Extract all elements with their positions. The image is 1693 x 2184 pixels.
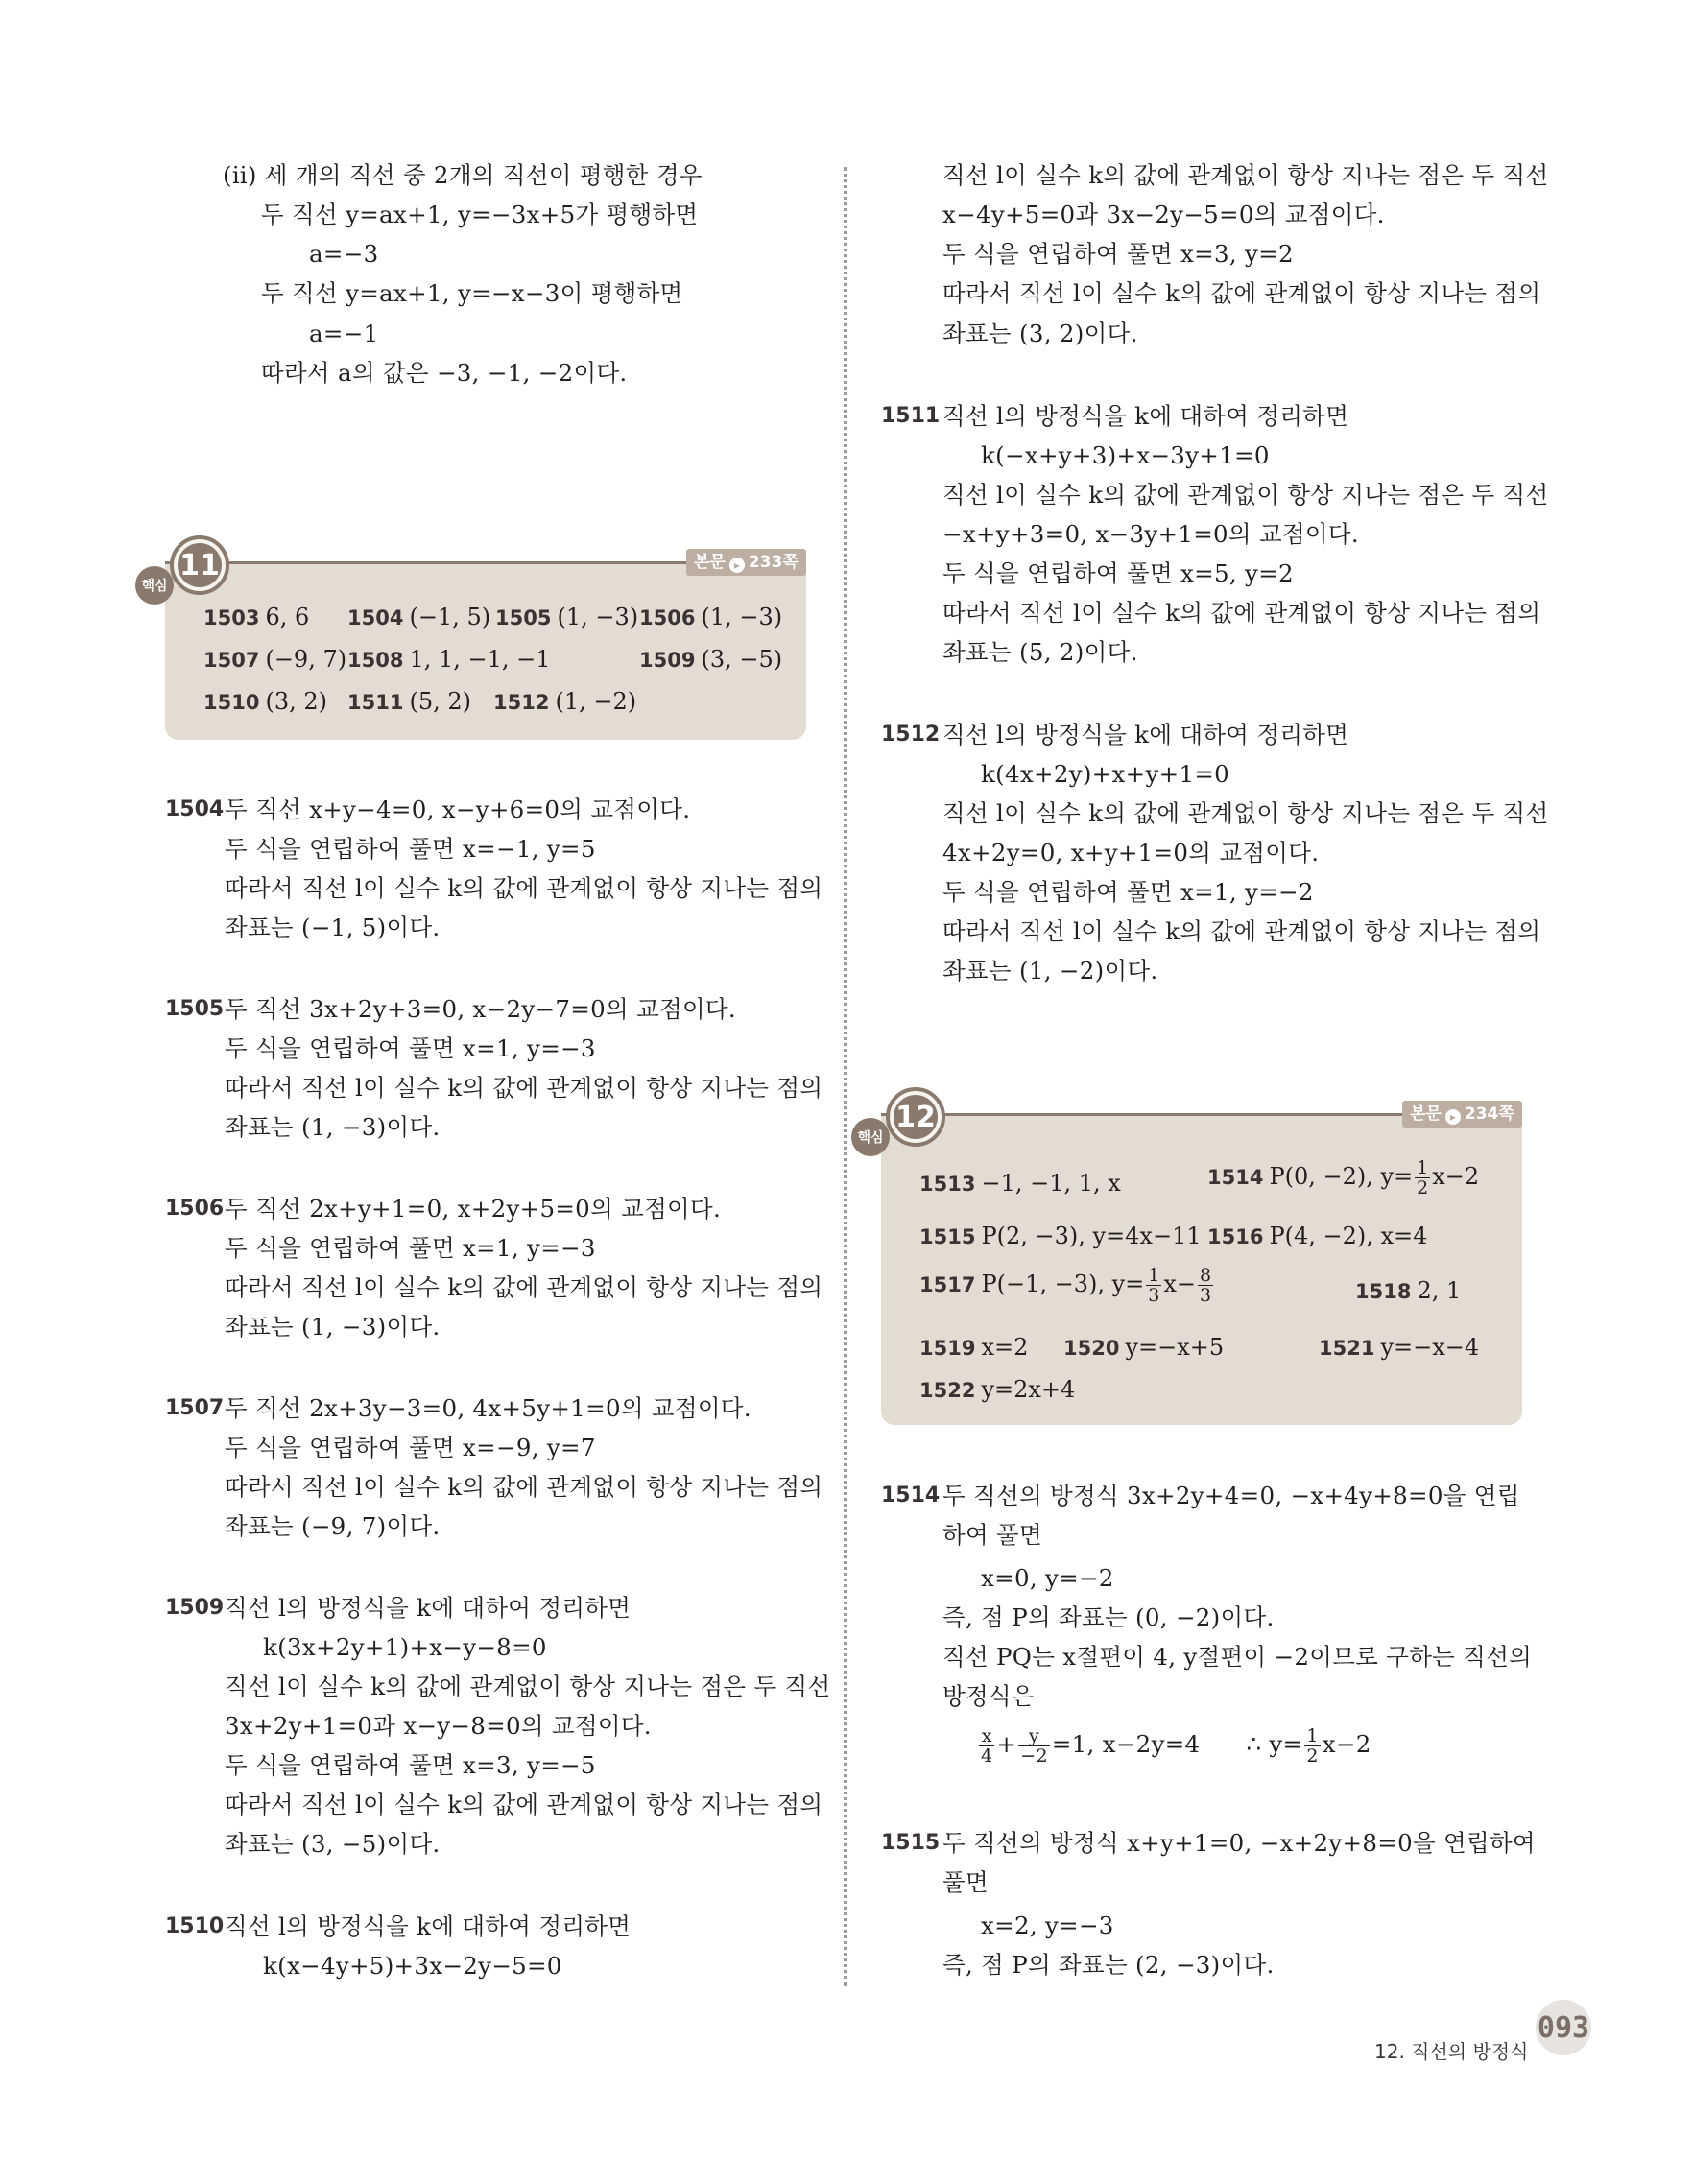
text-line: x−4y+5=0과 3x−2y−5=0의 교점이다. (942, 201, 1385, 228)
text-line: 두 직선 3x+2y+3=0, x−2y−7=0의 교점이다. (225, 995, 736, 1023)
fraction: $\frac{x}{4}$ (981, 1725, 993, 1767)
text-line: 두 식을 연립하여 풀면 x=3, y=−5 (225, 1751, 596, 1779)
text-line: 두 직선의 방정식 3x+2y+4=0, −x+4y+8=0을 연립 (942, 1482, 1520, 1509)
page-number: 093 (1536, 2000, 1591, 2055)
problem-number: 1514 (881, 1484, 941, 1507)
answer-box-11 (165, 561, 806, 740)
core-tag: 핵심 (851, 1118, 890, 1156)
problem-number: 1515 (881, 1831, 941, 1855)
text-line: 직선 l의 방정식을 k에 대하여 정리하면 (942, 721, 1349, 748)
text-line: 따라서 직선 l이 실수 k의 값에 관계없이 항상 지나는 점의 (225, 874, 823, 902)
answer-item: 1512 (1, −2) (493, 688, 637, 715)
answer-item: 1514 P(0, −2), y= $\frac{1}{2}$ x−2 (1207, 1157, 1480, 1199)
text-line: 직선 l의 방정식을 k에 대하여 정리하면 (225, 1594, 632, 1622)
text-line: 좌표는 (1, −3)이다. (225, 1313, 441, 1341)
text-line: 따라서 직선 l이 실수 k의 값에 관계없이 항상 지나는 점의 (225, 1473, 823, 1501)
answer-item: 1503 6, 6 (203, 604, 310, 630)
text-line: 좌표는 (3, 2)이다. (942, 320, 1138, 347)
answer-item: 1507 (−9, 7) (203, 646, 347, 673)
text-line: 따라서 직선 l이 실수 k의 값에 관계없이 항상 지나는 점의 (942, 279, 1541, 307)
problem-number: 1504 (165, 797, 225, 821)
text-line: k(3x+2y+1)+x−y−8=0 (263, 1633, 547, 1661)
text-line: 4x+2y=0, x+y+1=0의 교점이다. (942, 839, 1320, 866)
answer-item: 1509 (3, −5) (639, 646, 783, 673)
text-line: 따라서 a의 값은 −3, −1, −2이다. (261, 359, 628, 387)
arrow-right-icon: ▸ (729, 558, 745, 573)
text-line: 좌표는 (−9, 7)이다. (225, 1512, 441, 1540)
answer-item: 1506 (1, −3) (639, 604, 783, 630)
text-line: 두 직선 y=ax+1, y=−x−3이 평행하면 (261, 279, 683, 307)
text-line: 직선 l이 실수 k의 값에 관계없이 항상 지나는 점은 두 직선 (942, 481, 1549, 509)
text-line: 따라서 직선 l이 실수 k의 값에 관계없이 항상 지나는 점의 (942, 599, 1541, 627)
answer-item: 1513 −1, −1, 1, x (919, 1170, 1121, 1197)
equation: $\frac{x}{4}$ + $\frac{y}{-2}$ =1, x−2y=4 ∴ y= $\frac{1}{2}$ x−2 (981, 1725, 1371, 1767)
text-line: 따라서 직선 l이 실수 k의 값에 관계없이 항상 지나는 점의 (225, 1273, 823, 1301)
fraction: $\frac{1}{2}$ (1306, 1725, 1319, 1767)
answer-item: 1520 y=−x+5 (1063, 1334, 1225, 1361)
text-line: 두 식을 연립하여 풀면 x=1, y=−2 (942, 878, 1314, 906)
answer-item: 1516 P(4, −2), x=4 (1207, 1223, 1428, 1249)
text-line: x=2, y=−3 (981, 1911, 1114, 1939)
text-line: 직선 l의 방정식을 k에 대하여 정리하면 (942, 402, 1349, 430)
answer-item: 1522 y=2x+4 (919, 1376, 1076, 1403)
text-line: 좌표는 (5, 2)이다. (942, 638, 1138, 666)
text-line: 하여 풀면 (942, 1521, 1042, 1549)
text-line: 두 식을 연립하여 풀면 x=1, y=−3 (225, 1034, 596, 1062)
fraction: $\frac{y}{-2}$ (1020, 1725, 1048, 1767)
text-line: 두 직선 2x+3y−3=0, 4x+5y+1=0의 교점이다. (225, 1394, 751, 1422)
answer-box-12 (881, 1113, 1522, 1425)
text-line: 두 직선 x+y−4=0, x−y+6=0의 교점이다. (225, 795, 691, 823)
answer-item: 1510 (3, 2) (203, 688, 327, 715)
text-line: 좌표는 (1, −3)이다. (225, 1113, 441, 1141)
text-line: 직선 l이 실수 k의 값에 관계없이 항상 지나는 점은 두 직선 (225, 1673, 831, 1700)
text-line: k(4x+2y)+x+y+1=0 (981, 760, 1230, 788)
text-line: 직선 l의 방정식을 k에 대하여 정리하면 (225, 1912, 632, 1940)
text-line: 따라서 직선 l이 실수 k의 값에 관계없이 항상 지나는 점의 (225, 1791, 823, 1818)
text-line: 좌표는 (3, −5)이다. (225, 1830, 441, 1858)
textbook-ref: 본문 ▸ 233쪽 (686, 549, 806, 576)
text-line: 두 직선의 방정식 x+y+1=0, −x+2y+8=0을 연립하여 (942, 1829, 1536, 1857)
text-line: 좌표는 (1, −2)이다. (942, 957, 1158, 985)
text-line: 두 식을 연립하여 풀면 x=3, y=2 (942, 240, 1294, 268)
text-line: 풀면 (942, 1868, 989, 1896)
arrow-right-icon: ▸ (1445, 1109, 1461, 1125)
text-line: k(x−4y+5)+3x−2y−5=0 (263, 1952, 562, 1980)
column-divider (844, 167, 846, 1986)
text-line: 즉, 점 P의 좌표는 (0, −2)이다. (942, 1603, 1275, 1631)
answer-item: 1518 2, 1 (1355, 1277, 1462, 1304)
text-line: 좌표는 (−1, 5)이다. (225, 914, 441, 941)
problem-number: 1509 (165, 1596, 225, 1620)
problem-number: 1505 (165, 997, 225, 1021)
answer-item: 1511 (5, 2) (347, 688, 471, 715)
text-line: 두 식을 연립하여 풀면 x=−9, y=7 (225, 1434, 596, 1461)
answer-item: 1517 P(−1, −3), y= $\frac{1}{3}$ x− $\frac{8}{3}$ (919, 1265, 1212, 1306)
text-line: k(−x+y+3)+x−3y+1=0 (981, 441, 1270, 469)
text-line: 두 식을 연립하여 풀면 x=−1, y=5 (225, 835, 596, 863)
text-line: 직선 l이 실수 k의 값에 관계없이 항상 지나는 점은 두 직선 (942, 161, 1549, 189)
section-number-badge: 12 (886, 1087, 945, 1147)
core-tag: 핵심 (135, 566, 174, 605)
textbook-ref: 본문 ▸ 234쪽 (1402, 1101, 1522, 1128)
text-line: 따라서 직선 l이 실수 k의 값에 관계없이 항상 지나는 점의 (225, 1074, 823, 1102)
text-line: 직선 PQ는 x절편이 4, y절편이 −2이므로 구하는 직선의 (942, 1643, 1533, 1671)
chapter-title: 12. 직선의 방정식 (1374, 2040, 1529, 2063)
text-line: 두 직선 y=ax+1, y=−3x+5가 평행하면 (261, 201, 699, 228)
problem-number: 1510 (165, 1914, 225, 1938)
text-line: a=−1 (309, 320, 379, 347)
text-line: a=−3 (309, 240, 379, 268)
problem-number: 1512 (881, 723, 941, 747)
problem-number: 1507 (165, 1396, 225, 1420)
text-line: 두 식을 연립하여 풀면 x=5, y=2 (942, 559, 1294, 587)
text-line: 즉, 점 P의 좌표는 (2, −3)이다. (942, 1951, 1275, 1979)
text-line: −x+y+3=0, x−3y+1=0의 교점이다. (942, 520, 1359, 548)
text-line: 두 식을 연립하여 풀면 x=1, y=−3 (225, 1234, 596, 1262)
answer-item: 1521 y=−x−4 (1319, 1334, 1480, 1361)
answer-item: 1515 P(2, −3), y=4x−11 (919, 1223, 1202, 1249)
answer-item: 1508 1, 1, −1, −1 (347, 646, 551, 673)
case-heading: (ⅱ) 세 개의 직선 중 2개의 직선이 평행한 경우 (223, 161, 703, 189)
section-number-badge: 11 (170, 535, 229, 595)
answer-item: 1505 (1, −3) (495, 604, 639, 630)
text-line: 방정식은 (942, 1682, 1035, 1710)
text-line: 직선 l이 실수 k의 값에 관계없이 항상 지나는 점은 두 직선 (942, 799, 1549, 827)
answer-item: 1519 x=2 (919, 1334, 1029, 1361)
answer-item: 1504 (−1, 5) (347, 604, 491, 630)
fraction: $\frac{1}{3}$ (1148, 1265, 1160, 1306)
problem-number: 1511 (881, 404, 941, 428)
problem-number: 1506 (165, 1197, 225, 1221)
text-line: 두 직선 2x+y+1=0, x+2y+5=0의 교점이다. (225, 1195, 722, 1223)
text-line: x=0, y=−2 (981, 1564, 1114, 1592)
fraction: $\frac{8}{3}$ (1200, 1265, 1212, 1306)
text-line: 따라서 직선 l이 실수 k의 값에 관계없이 항상 지나는 점의 (942, 917, 1541, 945)
fraction: $\frac{1}{2}$ (1417, 1157, 1429, 1199)
text-line: 3x+2y+1=0과 x−y−8=0의 교점이다. (225, 1712, 652, 1740)
